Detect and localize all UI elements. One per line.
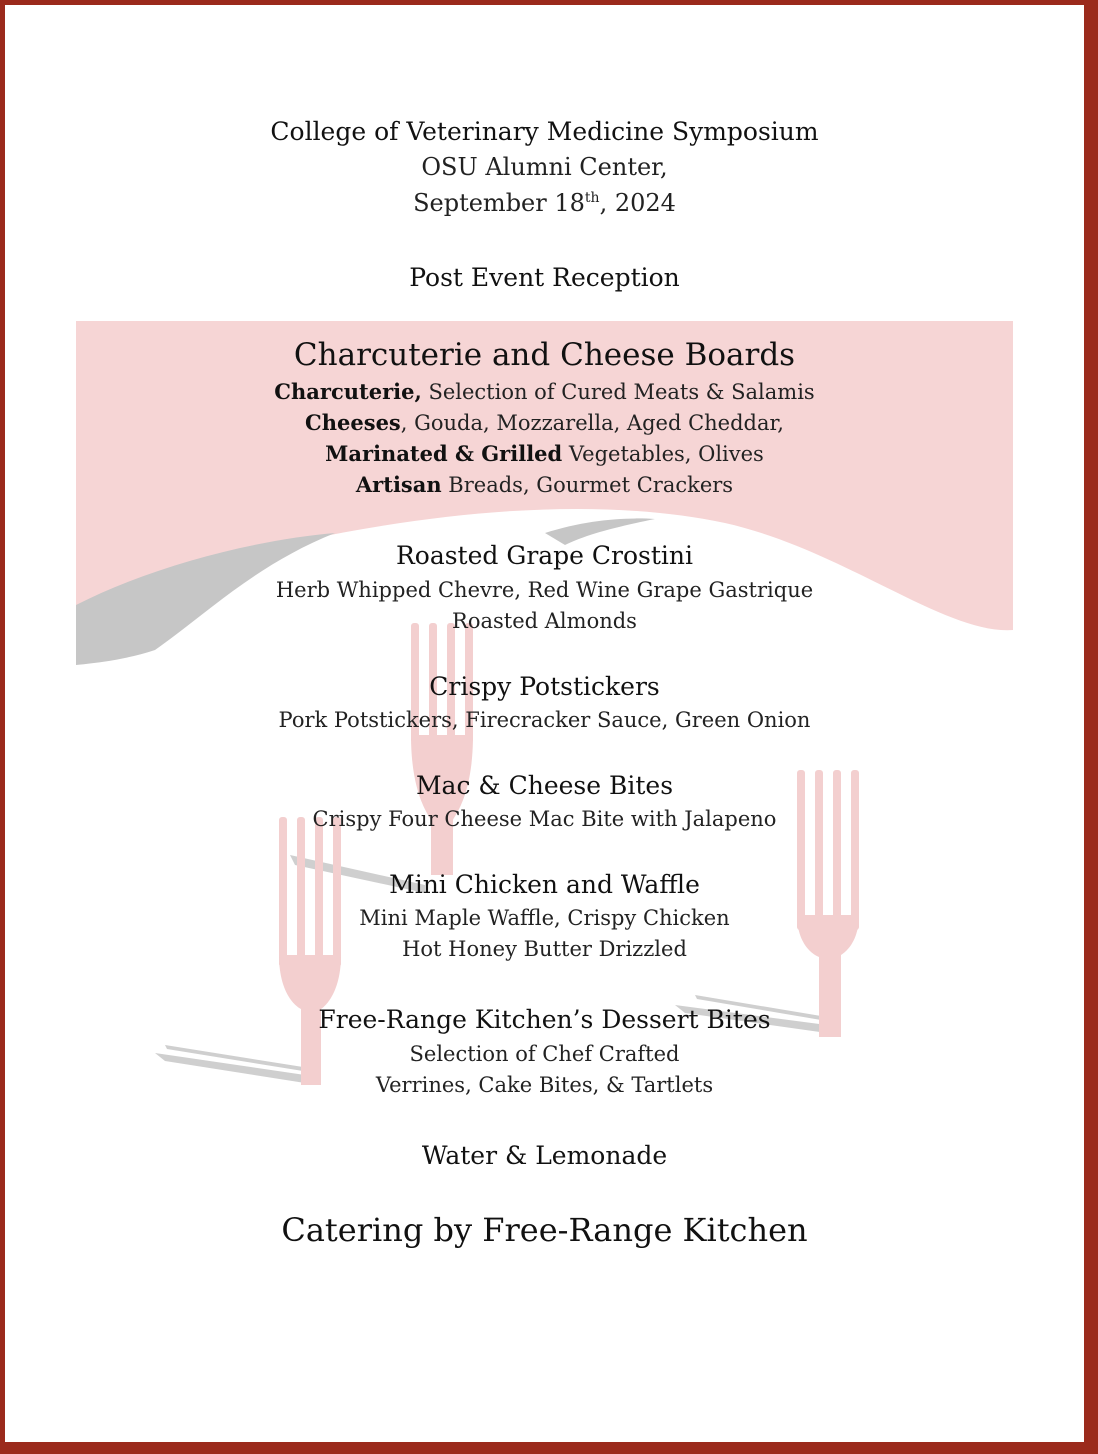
charcuterie-line-text: Selection of Cured Meats & Salamis [421, 380, 815, 404]
caterer-credit: Catering by Free-Range Kitchen [281, 1211, 808, 1249]
cheeses-line-bold: Cheeses [305, 410, 401, 435]
cheeses-line-text: , Gouda, Mozzarella, Aged Cheddar, [400, 411, 784, 435]
drinks-title: Water & Lemonade [421, 1141, 668, 1170]
potstickers-desc: Pork Potstickers, Firecracker Sauce, Green Onion [278, 708, 811, 732]
dessert-desc-2: Verrines, Cake Bites, & Tartlets [375, 1073, 714, 1097]
date-line [5, 189, 1084, 217]
mac-desc: Crispy Four Cheese Mac Bite with Jalapeno [312, 807, 777, 831]
charcuterie-title: Charcuterie and Cheese Boards [293, 337, 796, 373]
crostini-title: Roasted Grape Crostini [395, 541, 694, 570]
vegetables-line [5, 441, 1084, 466]
date-ordinal: th [584, 190, 600, 206]
dessert-title: Free-Range Kitchen’s Dessert Bites [318, 1005, 771, 1034]
breads-line-bold: Artisan [355, 472, 442, 497]
cheeses-line [5, 410, 1084, 435]
mac-title: Mac & Cheese Bites [415, 771, 674, 800]
crostini-desc-2: Roasted Almonds [452, 609, 637, 633]
event-title: College of Veterinary Medicine Symposium [270, 117, 819, 146]
breads-line-text: Breads, Gourmet Crackers [441, 473, 734, 497]
venue-line: OSU Alumni Center, [421, 153, 668, 181]
chicken-desc-1: Mini Maple Waffle, Crispy Chicken [359, 906, 730, 930]
charcuterie-line-bold: Charcuterie, [274, 379, 422, 404]
breads-line [5, 472, 1084, 497]
date-suffix: , 2024 [599, 189, 676, 217]
potstickers-title: Crispy Potstickers [429, 672, 660, 701]
charcuterie-line [5, 379, 1084, 404]
fork-center-icon [411, 623, 473, 875]
vegetables-line-bold: Marinated & Grilled [325, 441, 563, 466]
date-prefix: September 18 [413, 189, 585, 217]
reception-heading: Post Event Reception [409, 263, 680, 292]
vegetables-line-text: Vegetables, Olives [562, 442, 764, 466]
chicken-title: Mini Chicken and Waffle [389, 870, 700, 899]
chicken-desc-2: Hot Honey Butter Drizzled [402, 937, 687, 961]
dessert-desc-1: Selection of Chef Crafted [409, 1042, 680, 1066]
crostini-desc-1: Herb Whipped Chevre, Red Wine Grape Gastrique [275, 578, 814, 602]
